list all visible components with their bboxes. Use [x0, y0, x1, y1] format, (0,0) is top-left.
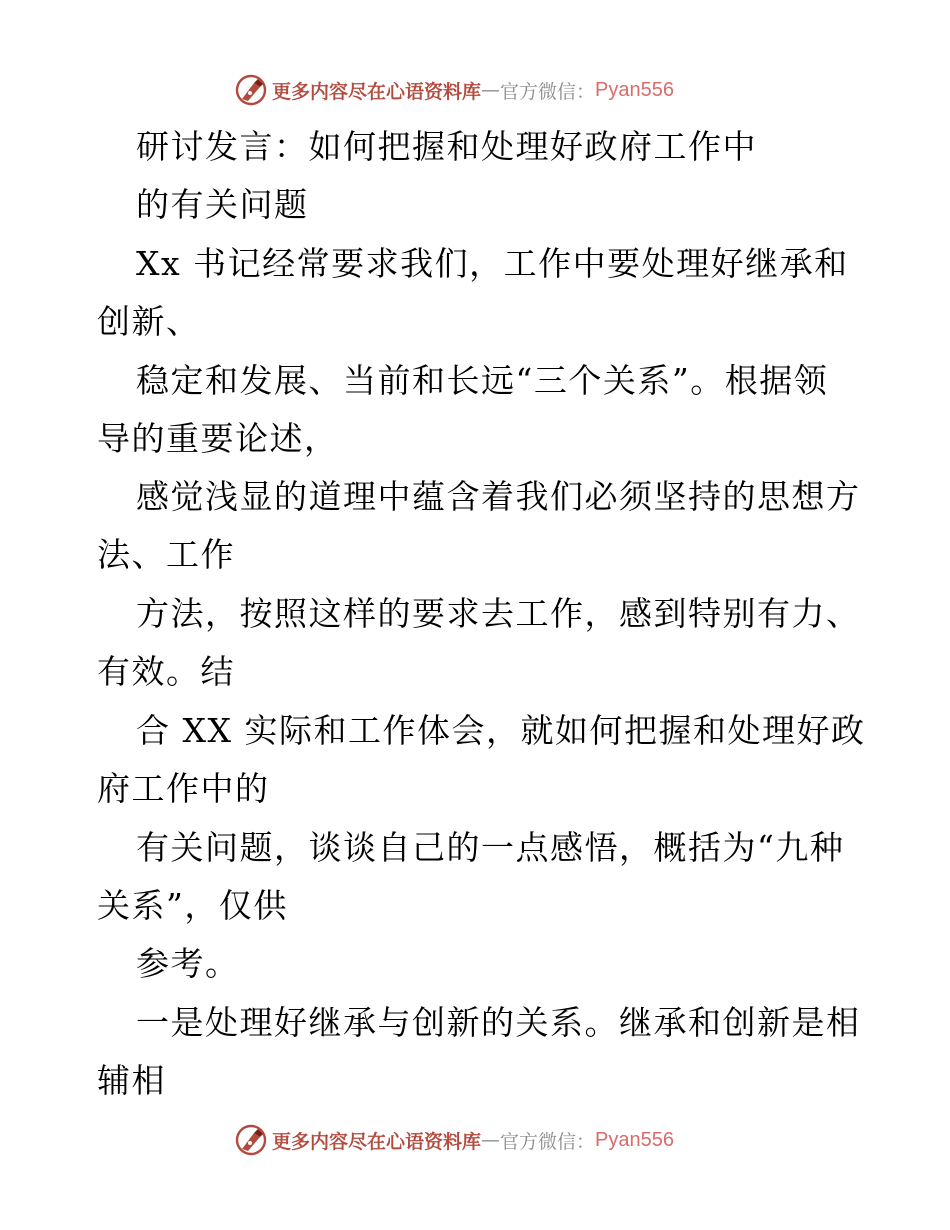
banner-wechat-id: Pyan556 [595, 1128, 674, 1151]
paragraph-line: 辅相 [97, 1061, 166, 1100]
paragraph-line: 参考。 [136, 944, 240, 983]
banner-wechat-id: Pyan556 [595, 78, 674, 101]
paragraph-line: Xx 书记经常要求我们，工作中要处理好继承和 [136, 244, 849, 283]
paragraph-line: 法、工作 [97, 535, 235, 574]
title-line-2: 的有关问题 [136, 185, 309, 224]
banner-brand-text: 更多内容尽在心语资料库 [272, 80, 482, 103]
paragraph-line: 创新、 [97, 302, 201, 341]
paragraph-line: 导的重要论述， [97, 419, 339, 458]
banner-separator: — [481, 79, 501, 101]
banner-official-label: 官方微信： [500, 1130, 596, 1153]
banner-official-label: 官方微信： [500, 80, 596, 103]
pen-nib-logo-icon [234, 1123, 268, 1157]
paragraph-line: 稳定和发展、当前和长远“三个关系”。根据领 [136, 361, 829, 400]
paragraph-line: 感觉浅显的道理中蕴含着我们必须坚持的思想方 [136, 477, 861, 516]
header-banner [234, 73, 674, 107]
pen-nib-logo-icon [234, 73, 268, 107]
banner-separator: — [481, 1129, 501, 1151]
paragraph-line: 方法，按照这样的要求去工作，感到特别有力、 [136, 594, 861, 633]
paragraph-line: 合 XX 实际和工作体会，就如何把握和处理好政 [136, 711, 866, 750]
paragraph-line: 有效。结 [97, 652, 235, 691]
paragraph-line: 关系”，仅供 [97, 886, 288, 925]
banner-brand-text: 更多内容尽在心语资料库 [272, 1130, 482, 1153]
paragraph-line: 有关问题，谈谈自己的一点感悟，概括为“九种 [136, 828, 845, 867]
paragraph-line: 一是处理好继承与创新的关系。继承和创新是相 [136, 1003, 861, 1042]
title-line-1: 研讨发言：如何把握和处理好政府工作中 [136, 127, 757, 166]
footer-banner [234, 1123, 674, 1157]
paragraph-line: 府工作中的 [97, 769, 270, 808]
